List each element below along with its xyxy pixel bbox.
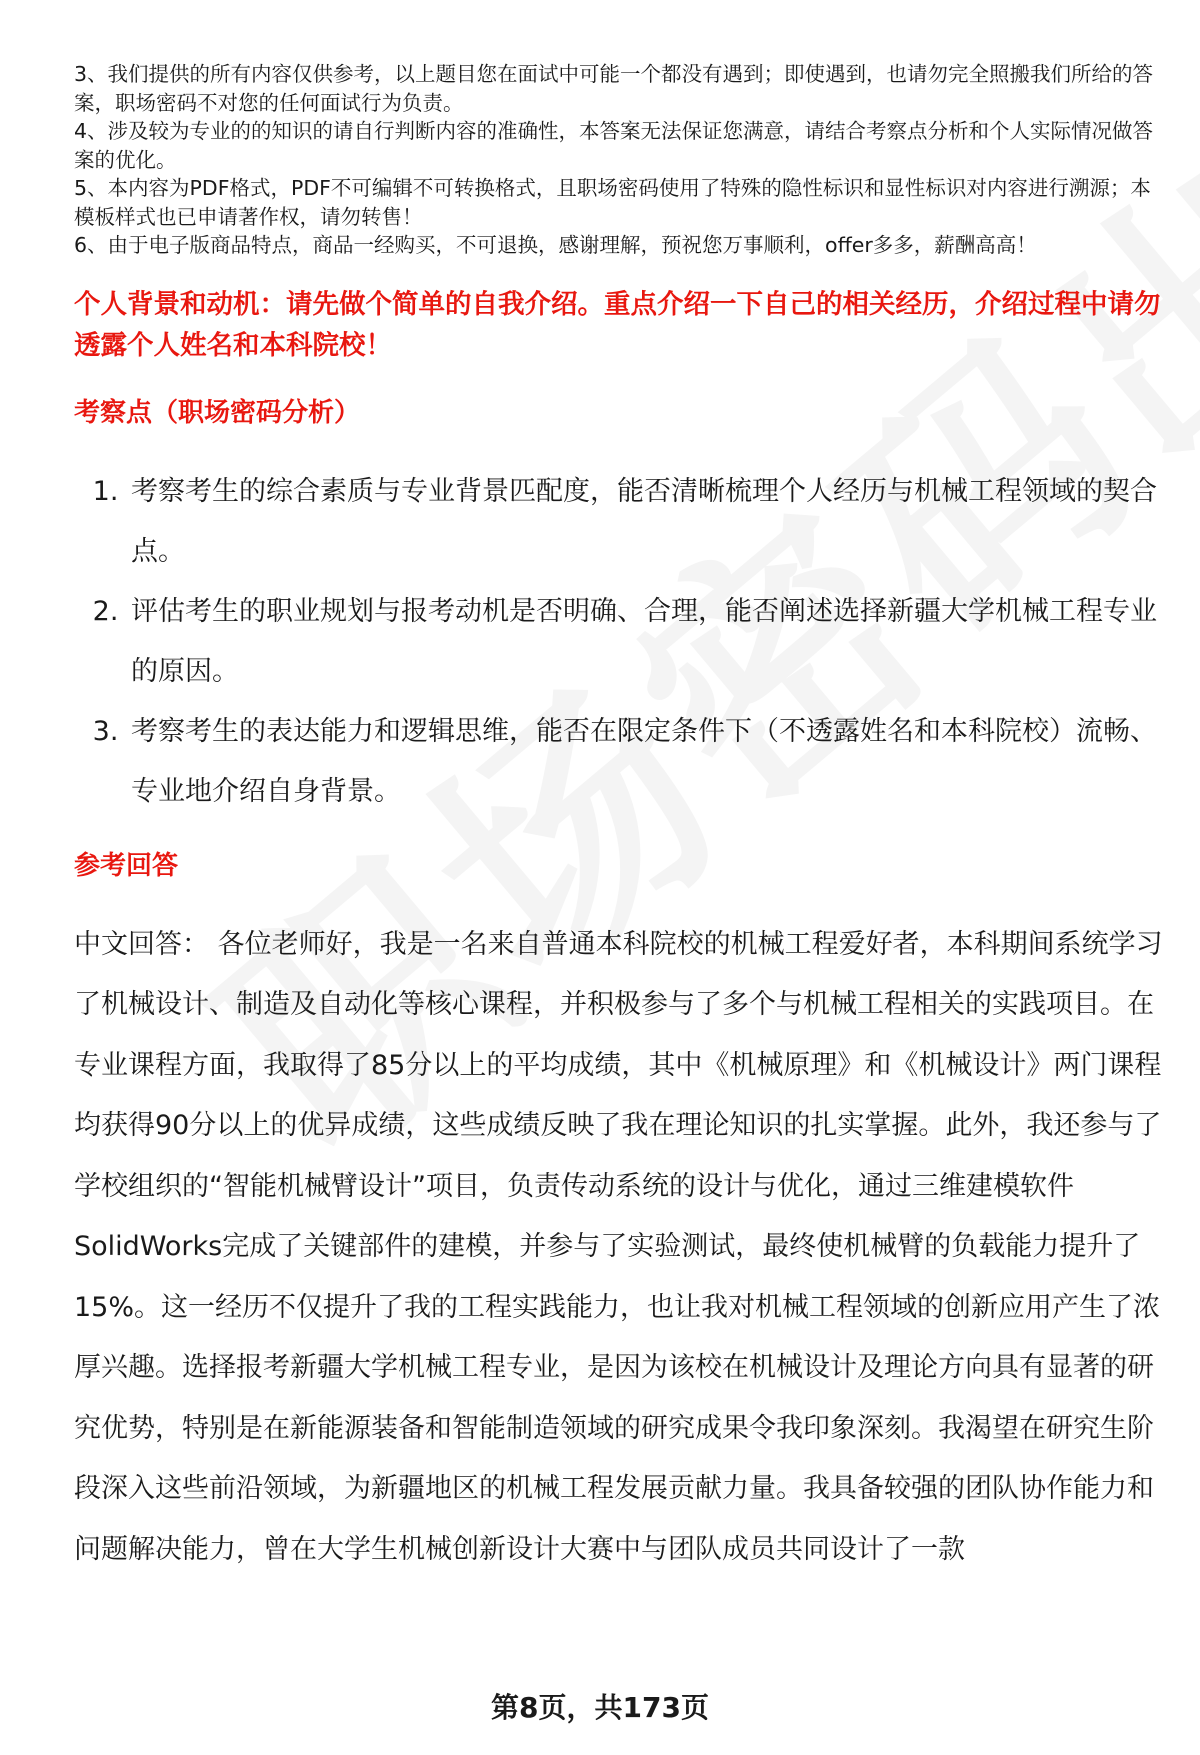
analysis-point: 1. 考察考生的综合素质与专业背景匹配度，能否清晰梳理个人经历与机械工程领域的契合点。 (127, 462, 1164, 582)
disclaimer-note: 4、涉及较为专业的的知识的请自行判断内容的准确性，本答案无法保证您满意，请结合考察点分析和个人实际情况做答案的优化。 (74, 119, 1154, 172)
analysis-point: 2. 评估考生的职业规划与报考动机是否明确、合理，能否阐述选择新疆大学机械工程专业的原因。 (127, 582, 1164, 702)
disclaimer-note: 3、我们提供的所有内容仅供参考，以上题目您在面试中可能一个都没有遇到；即使遇到，也请勿完全照搬我们所给的答案，职场密码不对您的任何面试行为负责。 (74, 62, 1154, 115)
analysis-points-list (74, 462, 1164, 822)
answer-heading: 参考回答 (74, 850, 179, 881)
disclaimer-note: 5、本内容为PDF格式，PDF不可编辑不可转换格式，且职场密码使用了特殊的隐性标识和显性标识对内容进行溯源；本模板样式也已申请著作权，请勿转售！ (74, 176, 1151, 229)
interview-question: 个人背景和动机：请先做个简单的自我介绍。重点介绍一下自己的相关经历，介绍过程中请勿透露个人姓名和本科院校！ (74, 288, 1161, 361)
page-content (74, 60, 1164, 1580)
analysis-point: 3. 考察考生的表达能力和逻辑思维，能否在限定条件下（不透露姓名和本科院校）流畅、专业地介绍自身背景。 (127, 702, 1164, 822)
analysis-heading: 考察点（职场密码分析） (74, 397, 361, 428)
disclaimer-notes (74, 60, 1164, 260)
answer-paragraph: 中文回答： 各位老师好，我是一名来自普通本科院校的机械工程爱好者，本科期间系统学习了机械设计、制造及自动化等核心课程，并积极参与了多个与机械工程相关的实践项目。在专业课程方面，我取得了85分以上的平均成绩，其中《机械原理》和《机械设计》两门课程均获得90分以上的优异成绩，这些成绩反映了我在理论知识的扎实掌握。此外，我还参与了学校组织的“智能机械臂设计”项目，负责传动系统的设计与优化，通过三维建模软件SolidWorks完成了关键部件的建模，并参与了实验测试，最终使机械臂的负载能力提升了15%。这一经历不仅提升了我的工程实践能力，也让我对机械工程领域的创新应用产生了浓厚兴趣。选择报考新疆大学机械工程专业，是因为该校在机械设计及理论方向具有显著的研究优势，特别是在新能源装备和智能制造领域的研究成果令我印象深刻。我渴望在研究生阶段深入这些前沿领域，为新疆地区的机械工程发展贡献力量。我具备较强的团队协作能力和问题解决能力，曾在大学生机械创新设计大赛中与团队成员共同设计了一款 (74, 928, 1163, 1565)
page-number-footer: 第8页，共173页 (491, 1691, 709, 1724)
disclaimer-note: 6、由于电子版商品特点，商品一经购买，不可退换，感谢理解，预祝您万事顺利，offer多多，薪酬高高！ (74, 233, 1037, 257)
